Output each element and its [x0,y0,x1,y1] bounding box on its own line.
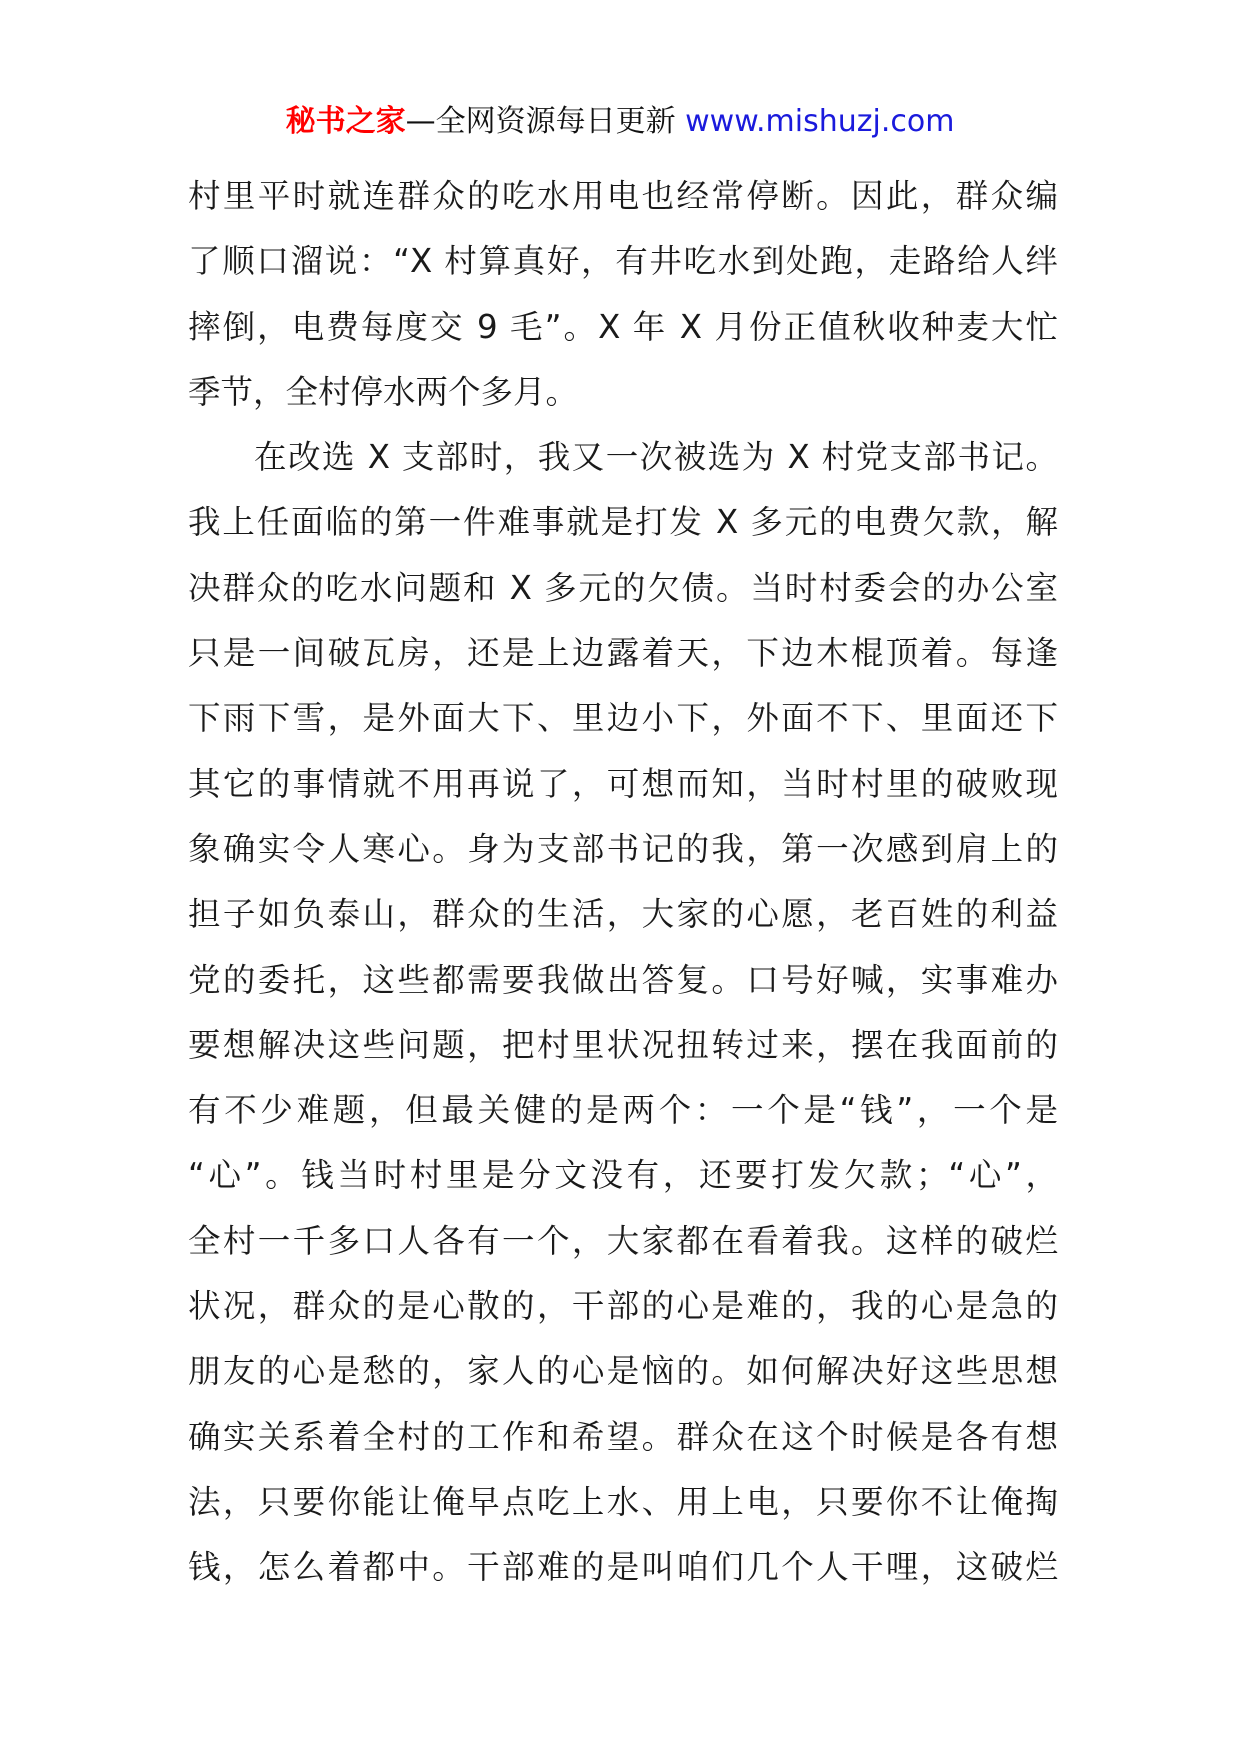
text-line: 只是一间破瓦房，还是上边露着天，下边木棍顶着。每逢 [188,634,1058,673]
text-line: 季节，全村停水两个多月。 [188,372,579,411]
text-line: “心”。钱当时村里是分文没有，还要打发欠款；“心”， [188,1156,1058,1195]
header-url-link[interactable]: www.mishuzj.com [685,104,955,139]
text-line: 全村一千多口人各有一个，大家都在看着我。这样的破烂 [188,1221,1058,1260]
text-line: 党的委托，这些都需要我做出答复。口号好喊，实事难办 [188,960,1058,999]
text-line: 村里平时就连群众的吃水用电也经常停断。因此，群众编 [188,177,1058,215]
text-line: 确实关系着全村的工作和希望。群众在这个时候是各有想 [188,1417,1058,1456]
text-line: 状况，群众的是心散的，干部的心是难的，我的心是急的 [188,1287,1058,1326]
text-line: 担子如负泰山，群众的生活，大家的心愿，老百姓的利益 [188,895,1058,934]
text-line: 其它的事情就不用再说了，可想而知，当时村里的破败现 [188,764,1058,803]
text-line: 法，只要你能让俺早点吃上水、用上电，只要你不让俺掏 [188,1482,1058,1521]
text-line: 我上任面临的第一件难事就是打发 X 多元的电费欠款，解 [188,503,1058,542]
text-line: 要想解决这些问题，把村里状况扭转过来，摆在我面前的 [188,1025,1058,1064]
header-brand: 秘书之家 [285,104,406,139]
text-line: 了顺口溜说：“X 村算真好，有井吃水到处跑，走路给人绊 [188,242,1058,281]
text-line: 朋友的心是愁的，家人的心是恼的。如何解决好这些思想 [188,1352,1058,1391]
text-line: 象确实令人寒心。身为支部书记的我，第一次感到肩上的 [188,829,1058,868]
text-line: 钱，怎么着都中。干部难的是叫咱们几个人干哩，这破烂 [188,1548,1058,1587]
text-line: 决群众的吃水问题和 X 多元的欠债。当时村委会的办公室 [188,568,1058,607]
page-header [0,102,1240,142]
paragraph-start-line: 在改选 X 支部时，我又一次被选为 X 村党支部书记。 [254,438,1058,477]
text-line: 摔倒，电费每度交 9 毛”。X 年 X 月份正值秋收种麦大忙 [188,307,1058,346]
text-line: 有不少难题，但最关健的是两个：一个是“钱”，一个是 [188,1091,1058,1130]
header-tagline: —全网资源每日更新 [405,104,676,139]
text-line: 下雨下雪，是外面大下、里边小下，外面不下、里面还下 [188,699,1058,738]
body-text [188,164,1058,1601]
